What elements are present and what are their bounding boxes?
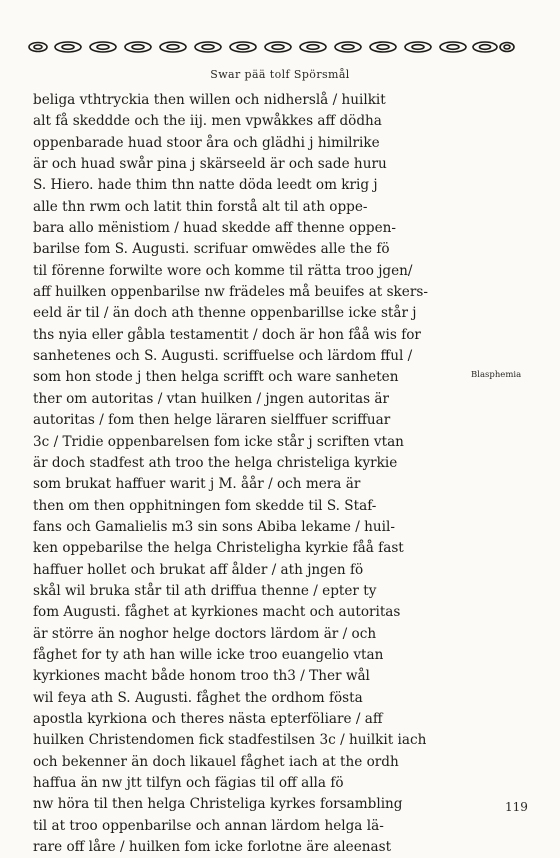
body-text <box>33 90 533 858</box>
text-line: then om then opphitningen fom skedde til S. Staf- <box>33 497 377 514</box>
page-number: 119 <box>505 800 528 814</box>
text-line: nw höra til then helga Christeliga kyrkes forsambling <box>33 796 403 813</box>
text-line: bara allo mënistiom / huad skedde aff thenne oppen- <box>33 220 397 237</box>
text-line: S. Hiero. hade thim thn natte döda leedt om krig j <box>33 177 378 194</box>
text-line: beliga vthtryckia then willen och nidherslå / huilkit <box>33 92 386 108</box>
text-line: ther om autoritas / vtan huilken / jngen autoritas är <box>33 390 389 407</box>
text-line: 3c / Tridie oppenbarelsen fom icke står j scriften vtan <box>33 433 404 450</box>
text-line: ken oppebarilse the helga Christeligha kyrkie fåå fast <box>33 540 404 557</box>
text-line: alt få skeddde och the iij. men vpwåkkes aff dödha <box>33 113 382 130</box>
text-line: ths nyia eller gåbla testamentit / doch är hon fåå wis for <box>33 326 421 343</box>
text-line: är och huad swår pina j skärseeld är och sade huru <box>33 156 387 173</box>
text-line: barilse fom S. Augusti. scrifuar omwëdes alle the fö <box>33 241 390 258</box>
text-line: och bekenner än doch likauel fåghet iach at the ordh <box>33 753 399 770</box>
text-line: skål wil bruka står til ath driffua thenne / epter ty <box>33 582 377 599</box>
text-line: som brukat haffuer warit j M. åår / och mera är <box>33 476 361 493</box>
text-line: wil feya ath S. Augusti. fåghet the ordhom fösta <box>33 689 363 706</box>
text-line: eeld är til / än doch ath thenne oppenbarillse icke står j <box>33 305 417 322</box>
text-line: fåghet for ty ath han wille icke troo euangelio vtan <box>33 646 384 663</box>
text-line: fans och Gamalielis m3 sin sons Abiba lekame / huil- <box>33 518 395 535</box>
text-line: haffuer hollet och brukat aff ålder / ath jngen fö <box>33 561 364 578</box>
text-line: som hon stode j then helga scrifft och ware sanheten <box>33 369 399 386</box>
text-line: huilken Christendomen fick stadfestilsen 3c / huilkit iach <box>33 732 427 749</box>
text-line: alle thn rwm och latit thin forstå alt til ath oppe- <box>33 198 368 215</box>
text-line: kyrkiones macht både honom troo th3 / Ther wål <box>33 668 370 685</box>
decorative-border-ornament <box>26 40 516 54</box>
text-line: haffua än nw jtt tilfyn och fägias til off alla fö <box>33 775 344 791</box>
text-line: til at troo oppenbarilse och annan lärdom helga lä- <box>33 817 384 834</box>
margin-note: Blasphemia <box>471 370 522 380</box>
text-line: rare off låre / huilken fom icke forlotne äre aleenast <box>33 839 392 856</box>
text-line: är större än noghor helge doctors lärdom är / och <box>33 625 377 642</box>
text-line: oppenbarade huad stoor åra och glädhi j himilrike <box>33 134 380 151</box>
text-line: är doch stadfest ath troo the helga christeliga kyrkie <box>33 454 398 471</box>
text-line: sanhetenes och S. Augusti. scriffuelse och lärdom fful / <box>33 348 413 365</box>
text-line: autoritas / fom then helge läraren sielffuer scriffuar <box>33 412 391 429</box>
running-header: Swar pää tolf Spörsmål <box>210 68 350 81</box>
text-line: aff huilken oppenbarilse nw frädeles må beuifes at skers- <box>33 284 428 301</box>
text-line: apostla kyrkiona och theres nästa epterföliare / aff <box>33 710 383 727</box>
text-line: fom Augusti. fåghet at kyrkiones macht och autoritas <box>33 604 401 621</box>
text-line: til förenne forwilte wore och komme til rätta troo jgen/ <box>33 262 413 279</box>
